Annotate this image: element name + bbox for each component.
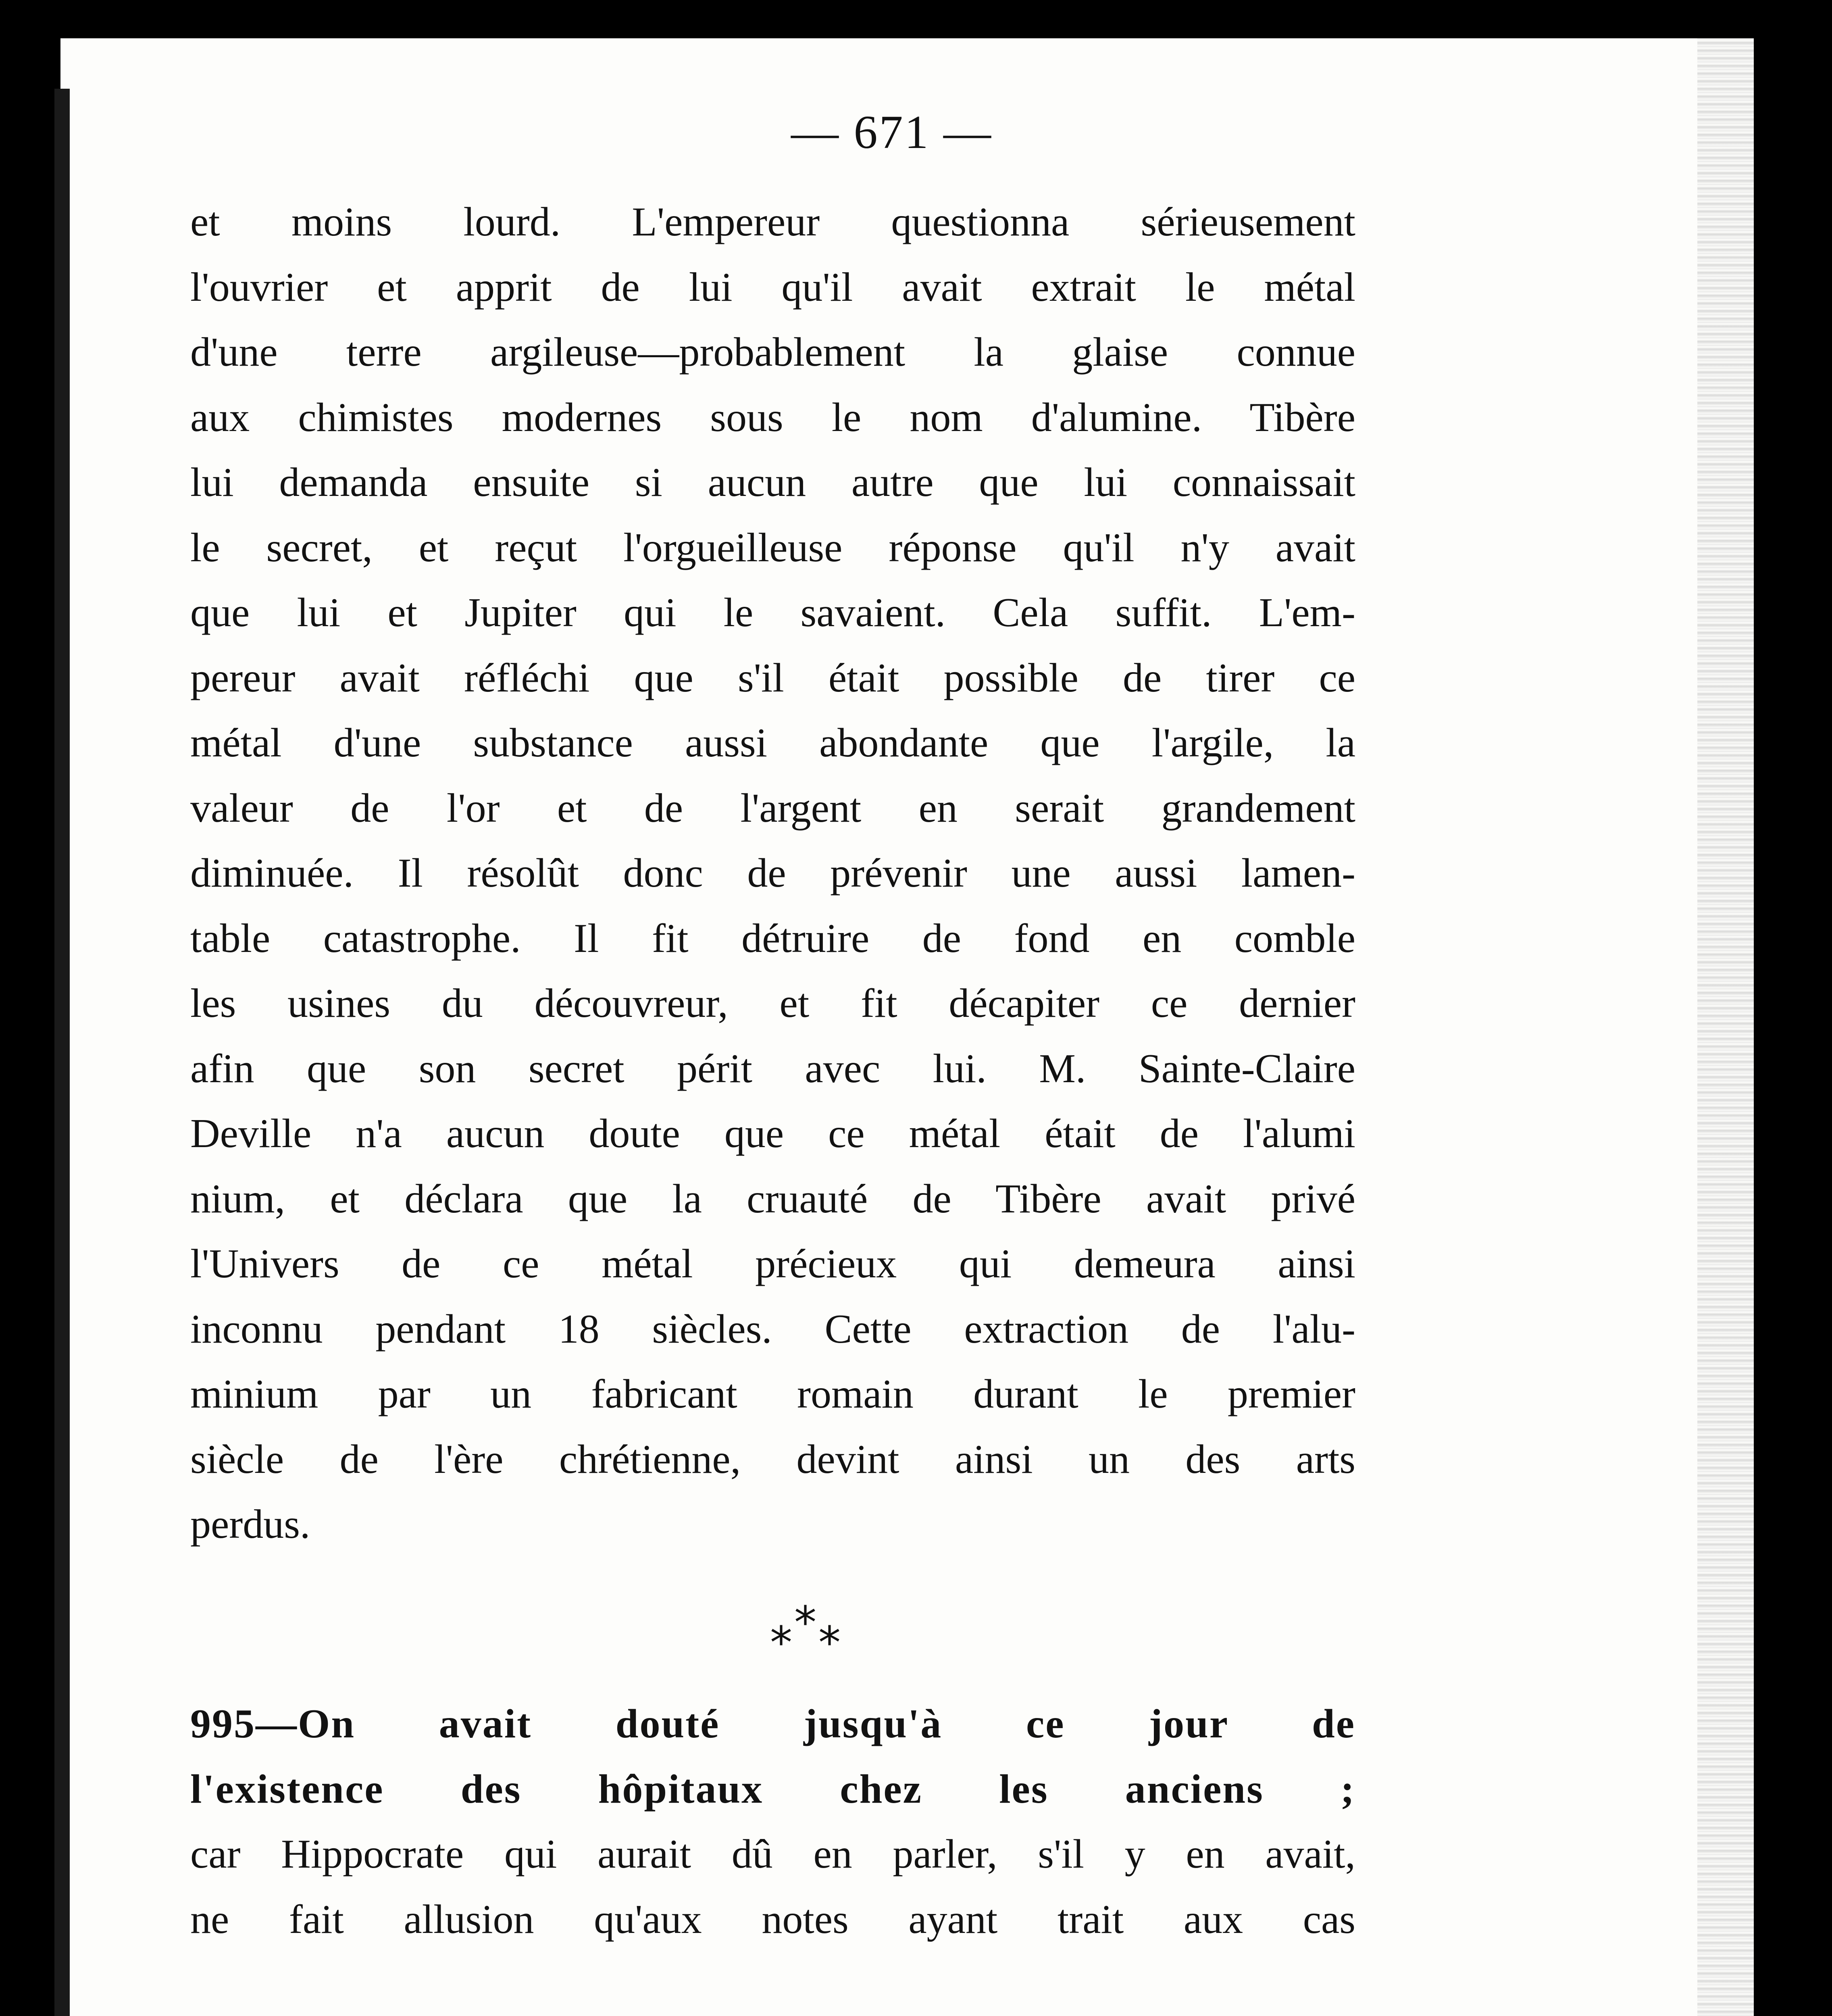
body-text: [190, 190, 1355, 1557]
text-line: ne fait allusion qu'aux notes ayant trait aux cas: [190, 1896, 1355, 1942]
text-line: le secret, et reçut l'orgueilleuse réponse qu'il n'y avait: [190, 525, 1355, 571]
text-line: l'Univers de ce métal précieux qui demeura ainsi: [190, 1241, 1355, 1287]
text-line: valeur de l'or et de l'argent en serait grandement: [190, 785, 1355, 831]
text-line: afin que son secret périt avec lui. M. Sainte-Claire: [190, 1045, 1355, 1091]
binding-edge: [54, 89, 70, 2016]
text-line: pereur avait réfléchi que s'il était possible de tirer ce: [190, 655, 1355, 701]
text-line: l'ouvrier et apprit de lui qu'il avait extrait le métal: [190, 264, 1355, 310]
text-line: diminuée. Il résolût donc de prévenir une aussi lamen-: [190, 850, 1355, 896]
text-line: et moins lourd. L'empereur questionna sérieusement: [190, 199, 1355, 245]
text-line: inconnu pendant 18 siècles. Cette extraction de l'alu-: [190, 1306, 1355, 1352]
section-995: [190, 1691, 1355, 1952]
text-line: d'une terre argileuse—probablement la glaise connue: [190, 329, 1355, 375]
text-line: perdus.: [190, 1502, 310, 1547]
page-number: — 671 —: [791, 106, 993, 158]
asterism-star: *: [794, 1597, 816, 1648]
text-line: lui demanda ensuite si aucun autre que lui connaissait: [190, 460, 1355, 505]
text-line: aux chimistes modernes sous le nom d'alumine. Tibère: [190, 394, 1355, 440]
text-line: minium par un fabricant romain durant le premier: [190, 1371, 1355, 1417]
section-heading-line: 995—On avait douté jusqu'à ce jour de: [190, 1701, 1355, 1747]
page-edge-shading: [1697, 38, 1754, 2016]
text-line: table catastrophe. Il fit détruire de fond en comble: [190, 915, 1355, 961]
asterism-divider: [762, 1597, 859, 1677]
asterism-star: *: [818, 1617, 841, 1668]
text-line: nium, et déclara que la cruauté de Tibère avait privé: [190, 1176, 1355, 1222]
text-line: les usines du découvreur, et fit décapiter ce dernier: [190, 981, 1355, 1026]
text-line: métal d'une substance aussi abondante que l'argile, la: [190, 720, 1355, 766]
text-line: que lui et Jupiter qui le savaient. Cela suffit. L'em-: [190, 590, 1355, 635]
asterism-star: *: [770, 1617, 792, 1668]
section-heading-line: l'existence des hôpitaux chez les anciens ;: [190, 1766, 1355, 1812]
text-line: siècle de l'ère chrétienne, devint ainsi un des arts: [190, 1436, 1355, 1482]
text-line: Deville n'a aucun doute que ce métal était de l'alumi: [190, 1111, 1355, 1156]
text-line: car Hippocrate qui aurait dû en parler, s'il y en avait,: [190, 1831, 1355, 1877]
